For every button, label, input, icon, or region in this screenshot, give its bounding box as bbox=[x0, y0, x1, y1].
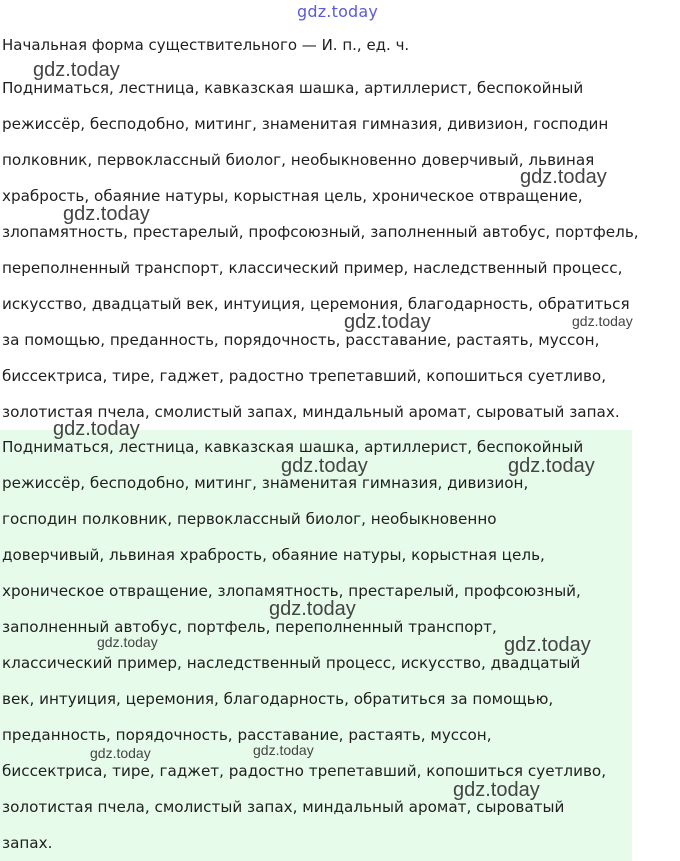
watermark: gdz.today bbox=[281, 455, 368, 477]
answer-line: преданность, порядочность, расставание, растаять, муссон, bbox=[2, 726, 492, 744]
task-subtitle: Начальная форма существительного — И. п., ед. ч. bbox=[2, 36, 410, 54]
task-line: храбрость, обаяние натуры, корыстная цель, хроническое отвращение, bbox=[2, 187, 583, 205]
watermark: gdz.today bbox=[344, 311, 431, 333]
task-line: золотистая пчела, смолистый запах, миндальный аромат, сыроватый запах. bbox=[2, 403, 620, 421]
watermark: gdz.today bbox=[504, 634, 591, 656]
watermark: gdz.today bbox=[572, 313, 633, 329]
task-line: злопамятность, престарелый, профсоюзный, заполненный автобус, портфель, bbox=[2, 223, 639, 241]
watermark: gdz.today bbox=[508, 455, 595, 477]
answer-line: Подниматься, лестница, кавказская шашка, артиллерист, беспокойный bbox=[2, 438, 584, 456]
answer-line: господин полковник, первоклассный биолог, необыкновенно bbox=[2, 510, 497, 528]
answer-line: доверчивый, львиная храбрость, обаяние натуры, корыстная цель, bbox=[2, 546, 545, 564]
answer-line: хроническое отвращение, злопамятность, престарелый, профсоюзный, bbox=[2, 582, 581, 600]
watermark: gdz.today bbox=[33, 59, 120, 81]
watermark: gdz.today bbox=[90, 745, 151, 761]
answer-line: режиссёр, бесподобно, митинг, знаменитая гимназия, дивизион, bbox=[2, 474, 529, 492]
answer-line: запах. bbox=[2, 834, 53, 852]
task-line: биссектриса, тире, гаджет, радостно трепетавший, копошиться суетливо, bbox=[2, 367, 607, 385]
watermark: gdz.today bbox=[520, 166, 607, 188]
task-line: Подниматься, лестница, кавказская шашка, артиллерист, беспокойный bbox=[2, 79, 584, 97]
task-line: искусство, двадцатый век, интуиция, церемония, благодарность, обратиться bbox=[2, 295, 630, 313]
answer-line: классический пример, наследственный процесс, искусство, двадцатый bbox=[2, 654, 581, 672]
answer-line: заполненный автобус, портфель, переполненный транспорт, bbox=[2, 618, 497, 636]
task-line: режиссёр, бесподобно, митинг, знаменитая гимназия, дивизион, господин bbox=[2, 115, 609, 133]
answer-line: золотистая пчела, смолистый запах, миндальный аромат, сыроватый bbox=[2, 798, 565, 816]
watermark: gdz.today bbox=[253, 742, 314, 758]
task-line: переполненный транспорт, классический пример, наследственный процесс, bbox=[2, 259, 623, 277]
watermark: gdz.today bbox=[97, 634, 158, 650]
answer-line: биссектриса, тире, гаджет, радостно трепетавший, копошиться суетливо, bbox=[2, 762, 607, 780]
watermark: gdz.today bbox=[453, 779, 540, 801]
task-line: полковник, первоклассный биолог, необыкновенно доверчивый, львиная bbox=[2, 151, 595, 169]
task-line: за помощью, преданность, порядочность, расставание, растаять, муссон, bbox=[2, 331, 600, 349]
watermark: gdz.today bbox=[63, 203, 150, 225]
watermark: gdz.today bbox=[53, 418, 140, 440]
watermark: gdz.today bbox=[269, 598, 356, 620]
site-logo[interactable]: gdz.today bbox=[297, 2, 379, 21]
answer-line: век, интуиция, церемония, благодарность, обратиться за помощью, bbox=[2, 690, 554, 708]
